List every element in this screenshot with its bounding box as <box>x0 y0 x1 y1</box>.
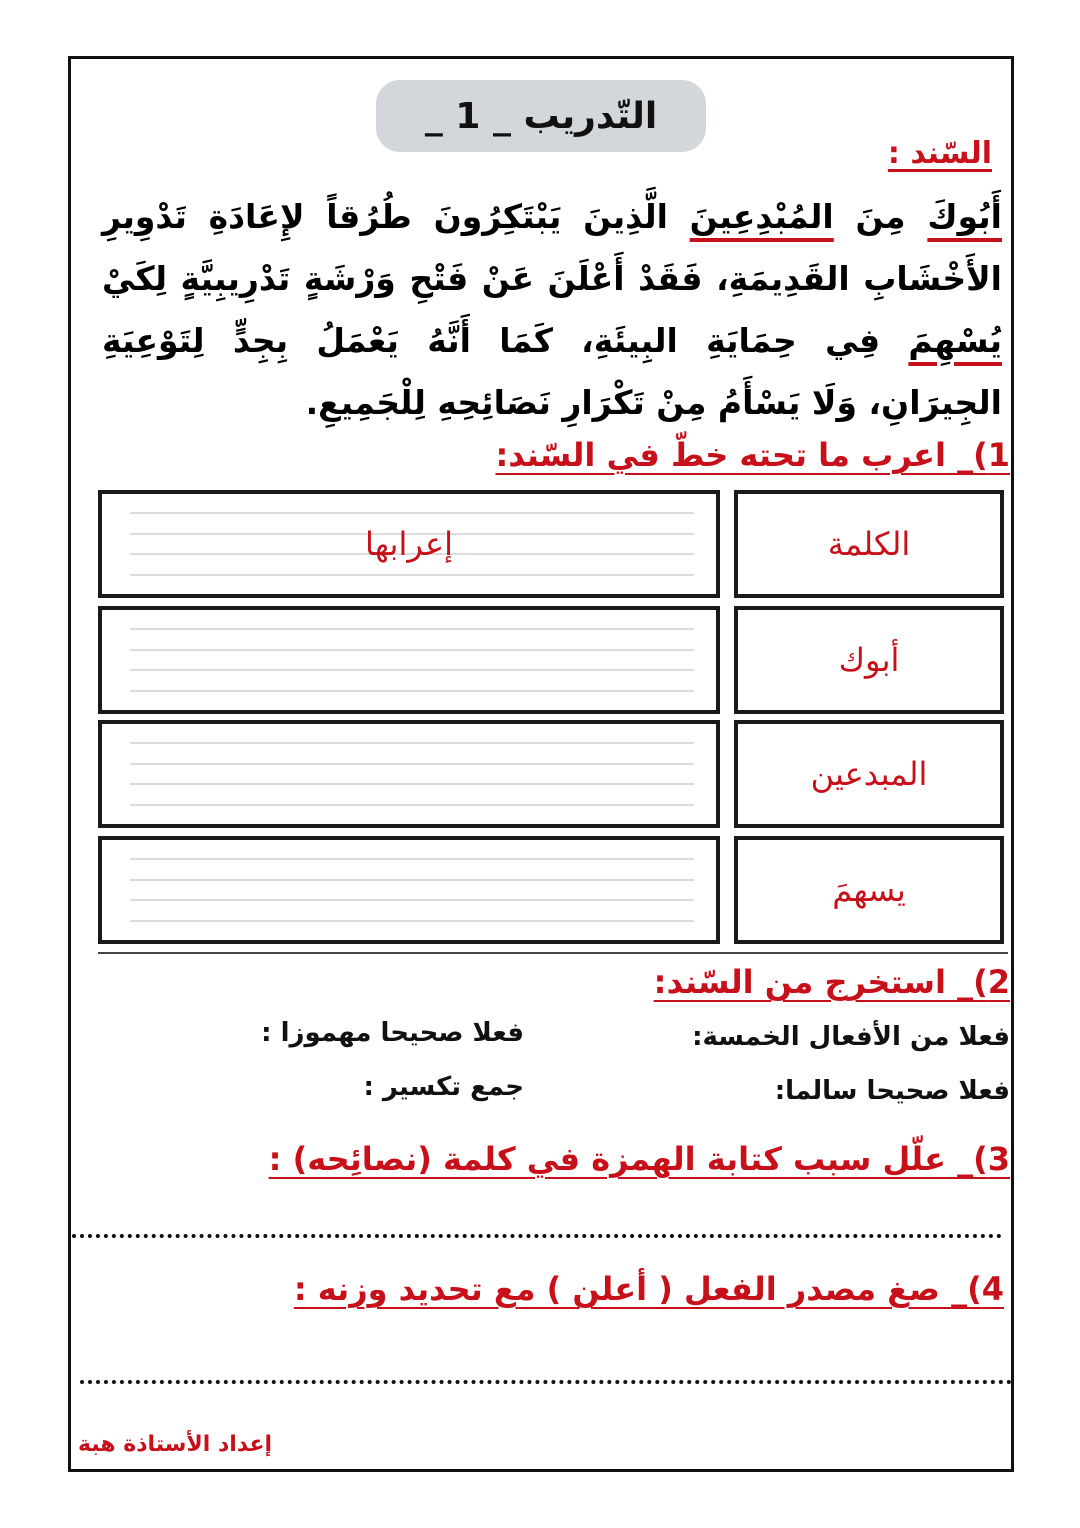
answer-cell[interactable] <box>98 836 720 944</box>
table-word-cell <box>734 606 1004 714</box>
extract-hamzated-verb: فعلا صحيحا مهموزا : <box>261 1018 524 1048</box>
sanad-label: السّند : <box>887 136 992 171</box>
extract-broken-plural: جمع تكسير : <box>363 1072 524 1102</box>
answer-dotted-line-3[interactable] <box>72 1234 1002 1238</box>
answer-cell[interactable] <box>98 606 720 714</box>
passage-word-mubdieen: المُبْدِعِينَ <box>689 197 834 236</box>
question-1-heading: 1)_ اعرب ما تحته خطّ في السّند: <box>495 436 1010 474</box>
word-label: أبوك <box>838 641 900 679</box>
extract-sound-verb: فعلا صحيحا سالما: <box>774 1076 1010 1106</box>
table-bottom-rule <box>98 952 1008 954</box>
passage-text <box>102 186 1002 434</box>
passage-segment: مِنَ <box>833 197 928 236</box>
table-word-cell <box>734 836 1004 944</box>
parsing-table <box>98 488 1008 950</box>
header-parsing-label: إعرابها <box>365 525 453 563</box>
exercise-title: التّدريب _ 1 _ <box>424 95 658 137</box>
exercise-title-badge <box>376 80 706 152</box>
question-3-heading: 3)_ علّل سبب كتابة الهمزة في كلمة (نصائِحه) : <box>268 1140 1010 1178</box>
passage-word-yushima: يُسْهِمَ <box>908 321 1002 360</box>
author-credit: إعداد الأستاذة هبة <box>78 1432 273 1457</box>
question-4-heading: 4)_ صغ مصدر الفعل ( أعلن ) مع تحديد وزنه : <box>293 1270 1004 1308</box>
table-header-word <box>734 490 1004 598</box>
question-2-heading: 2)_ استخرج من السّند: <box>653 963 1010 1001</box>
passage-word-abuka: أَبُوكَ <box>927 197 1002 236</box>
extract-five-verbs: فعلا من الأفعال الخمسة: <box>692 1022 1010 1052</box>
table-header-parsing <box>98 490 720 598</box>
ruled-lines <box>130 858 694 922</box>
passage-segment: فِي حِمَايَةِ البِيئَةِ، كَمَا أَنَّهُ يَعْمَلُ بِجِدٍّ لِتَوْعِيَةِ الجِيرَانِ، وَلَا يَسْأَمُ مِنْ تَكْرَارِ نَصَائِحِهِ لِلْجَمِيعِ. <box>102 321 1002 422</box>
word-label: يسهمَ <box>832 871 906 909</box>
answer-cell[interactable] <box>98 720 720 828</box>
word-label: المبدعين <box>810 755 928 793</box>
ruled-lines <box>130 742 694 806</box>
header-word-label: الكلمة <box>827 525 911 563</box>
passage-segment: الَّذِينَ يَبْتَكِرُونَ طُرُقاً لإِعَادَةِ تَدْوِيرِ الأَخْشَابِ القَدِيمَةِ، فَقَدْ أَعْلَنَ عَنْ فَتْحِ وَرْشَةٍ تَدْرِيبِيَّةٍ لِكَيْ <box>102 197 1002 298</box>
table-word-cell <box>734 720 1004 828</box>
answer-dotted-line-4[interactable] <box>80 1380 1012 1384</box>
ruled-lines <box>130 628 694 692</box>
